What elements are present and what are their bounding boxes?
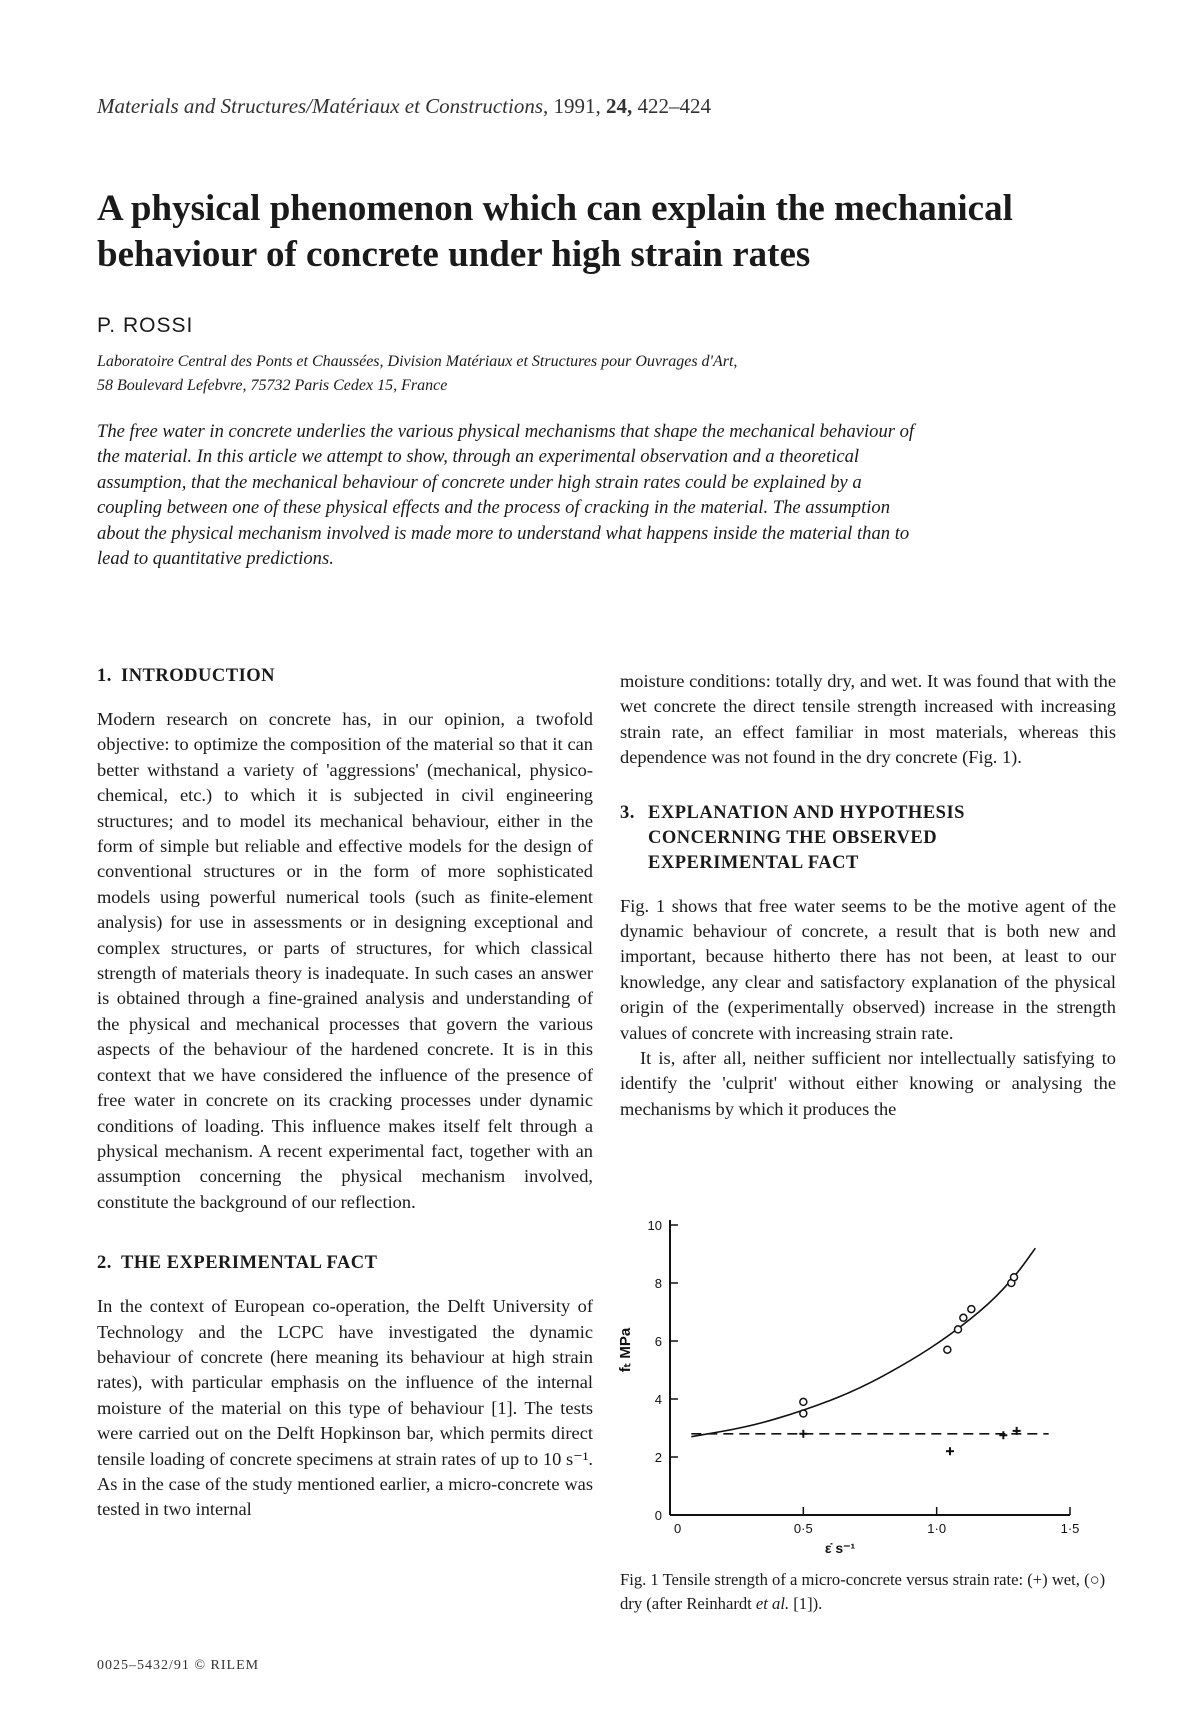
section-3-number: 3.: [620, 802, 635, 823]
journal-header: Materials and Structures/Matériaux et Constructions, 1991, 24, 422–424: [97, 94, 712, 118]
caption-prefix: Fig. 1 Tensile strength of a micro-concrete versus strain rate: (+) wet, (: [620, 1570, 1090, 1589]
caption-mid: ) dry (after Reinhardt: [620, 1570, 1106, 1613]
section-1-heading: [97, 664, 593, 689]
section-2-paragraph-continued: moisture conditions: totally dry, and wet. It was found that with the wet concrete the direct tensile strength increased with increasing strain rate, an effect familiar in most materials, whereas this dependence was not found in the dry concrete (Fig. 1).: [620, 671, 1116, 768]
data-point-circle: [1011, 1274, 1018, 1281]
data-point-circle: [960, 1314, 967, 1321]
caption-etal: et al.: [755, 1594, 790, 1613]
section-3-heading: [620, 801, 1116, 876]
abstract: The free water in concrete underlies the various physical mechanisms that shape the mechanical behaviour of the material. In this article we attempt to show, through an experimental observation and a theoretical assumption, that the mechanical behaviour of concrete under high strain rates could be explained by a coupling between one of these physical effects and the process of cracking in the material. The assumption about the physical mechanism involved is made more to understand what happens inside the material than to lead to quantitative predictions.: [97, 421, 915, 570]
figure-1-caption: [620, 1568, 1116, 1616]
affiliation-line-2: 58 Boulevard Lefebvre, 75732 Paris Cedex 15, France: [97, 377, 448, 394]
y-axis-label: fₜ MPa: [617, 1327, 634, 1373]
data-point-plus: [946, 1447, 954, 1455]
data-point-circle: [800, 1410, 807, 1417]
y-tick-label: 8: [654, 1276, 662, 1291]
article-title: [97, 186, 1097, 278]
section-1-paragraph: Modern research on concrete has, in our opinion, a twofold objective: to optimize the composition of the material so that it can better withstand a variety of 'aggressions' (mechanical, physico-chemical, etc.) to which it is subjected in civil engineering structures; and to model its mechanical behaviour, either in the form of simple but reliable and effective models for the design of conventional structures or in the form of more sophisticated models using powerful numerical tools (such as finite-element analysis) for use in assessments or in designing exceptional and complex structures, or parts of structures, for which classical strength of materials theory is inadequate. In such cases an answer is obtained through a fine-grained analysis and understanding of the physical and mechanical processes that govern the various aspects of the behaviour of the hardened concrete. It is in this context that we have considered the influence of the presence of free water in concrete on its cracking processes under dynamic conditions of loading. This influence makes itself felt through a physical mechanism. A recent experimental fact, together with an assumption concerning the physical mechanism involved, constitute the background of our reflection.: [97, 709, 593, 1212]
figure-1-chart: [610, 1195, 1120, 1556]
section-2-title: THE EXPERIMENTAL FACT: [121, 1253, 378, 1274]
data-point-circle: [968, 1306, 975, 1313]
section-1-number: 1.: [97, 666, 112, 686]
section-2-number: 2.: [97, 1253, 112, 1274]
data-point-plus: [999, 1431, 1007, 1439]
section-1-title: INTRODUCTION: [121, 666, 276, 686]
title-line-2: behaviour of concrete under high strain rates: [97, 234, 811, 275]
section-3-title-line-1: EXPLANATION AND HYPOTHESIS: [648, 802, 965, 823]
y-tick-label: 2: [654, 1450, 662, 1465]
data-point-plus: [799, 1430, 807, 1438]
y-tick-label: 6: [654, 1334, 662, 1349]
x-tick-label: 1·5: [1060, 1521, 1080, 1536]
journal-name: Materials and Structures/Matériaux et Constructions: [97, 94, 544, 118]
y-tick-label: 4: [654, 1392, 662, 1407]
section-3-paragraph-2: It is, after all, neither sufficient nor intellectually satisfying to identify the 'culprit' without either knowing or analysing the mechanisms by which it produces the: [620, 1048, 1116, 1119]
author: P. ROSSI: [97, 314, 194, 337]
section-2-heading: [97, 1251, 593, 1276]
data-point-circle: [800, 1398, 807, 1405]
section-2-paragraph: In the context of European co-operation, the Delft University of Technology and the LCPC have investigated the dynamic behaviour of concrete (here meaning its behaviour at high strain rates), with particular emphasis on the influence of the internal moisture of the material on this type of behaviour [1]. The tests were carried out on the Delft Hopkinson bar, which permits direct tensile loading of concrete specimens at strain rates of up to 10 s⁻¹. As in the case of the study mentioned earlier, a micro-concrete was tested in two internal: [97, 1296, 593, 1520]
section-3-title-line-2: CONCERNING THE OBSERVED: [648, 827, 938, 848]
y-tick-label: 0: [654, 1508, 662, 1523]
fitted-curve: [691, 1248, 1035, 1437]
section-3-title-line-3: EXPERIMENTAL FACT: [648, 852, 859, 873]
data-point-circle: [955, 1326, 962, 1333]
journal-pages: 422–424: [637, 94, 712, 118]
x-tick-label: 1·0: [927, 1521, 947, 1536]
data-point-circle: [944, 1346, 951, 1353]
x-tick-label: 0: [674, 1521, 682, 1536]
title-line-1: A physical phenomenon which can explain the mechanical: [97, 188, 1013, 229]
right-column: [620, 669, 1116, 1122]
x-axis-label: ε̇ s⁻¹: [824, 1540, 856, 1556]
x-tick-label: 0·5: [793, 1521, 813, 1536]
journal-year: 1991,: [553, 94, 601, 118]
journal-volume: 24,: [606, 94, 633, 118]
section-3-paragraph-1: Fig. 1 shows that free water seems to be the motive agent of the dynamic behaviour of concrete, a result that is both new and important, because hitherto there has not been, at least to our knowledge, any clear and satisfactory explanation of the physical origin of the (experimentally observed) increase in the strength values of concrete with increasing strain rate.: [620, 895, 1116, 1043]
caption-dry-symbol: ○: [1089, 1570, 1100, 1589]
caption-end: [1]).: [789, 1594, 823, 1613]
y-tick-label: 10: [647, 1218, 662, 1233]
affiliation-line-1: Laboratoire Central des Ponts et Chaussées, Division Matériaux et Structures pour Ouvrages d'Art,: [97, 353, 738, 370]
footer-copyright: 0025–5432/91 © RILEM: [97, 1658, 260, 1673]
figure-1: [610, 1195, 1120, 1556]
affiliation: [97, 350, 1097, 398]
left-column: [97, 664, 593, 1523]
